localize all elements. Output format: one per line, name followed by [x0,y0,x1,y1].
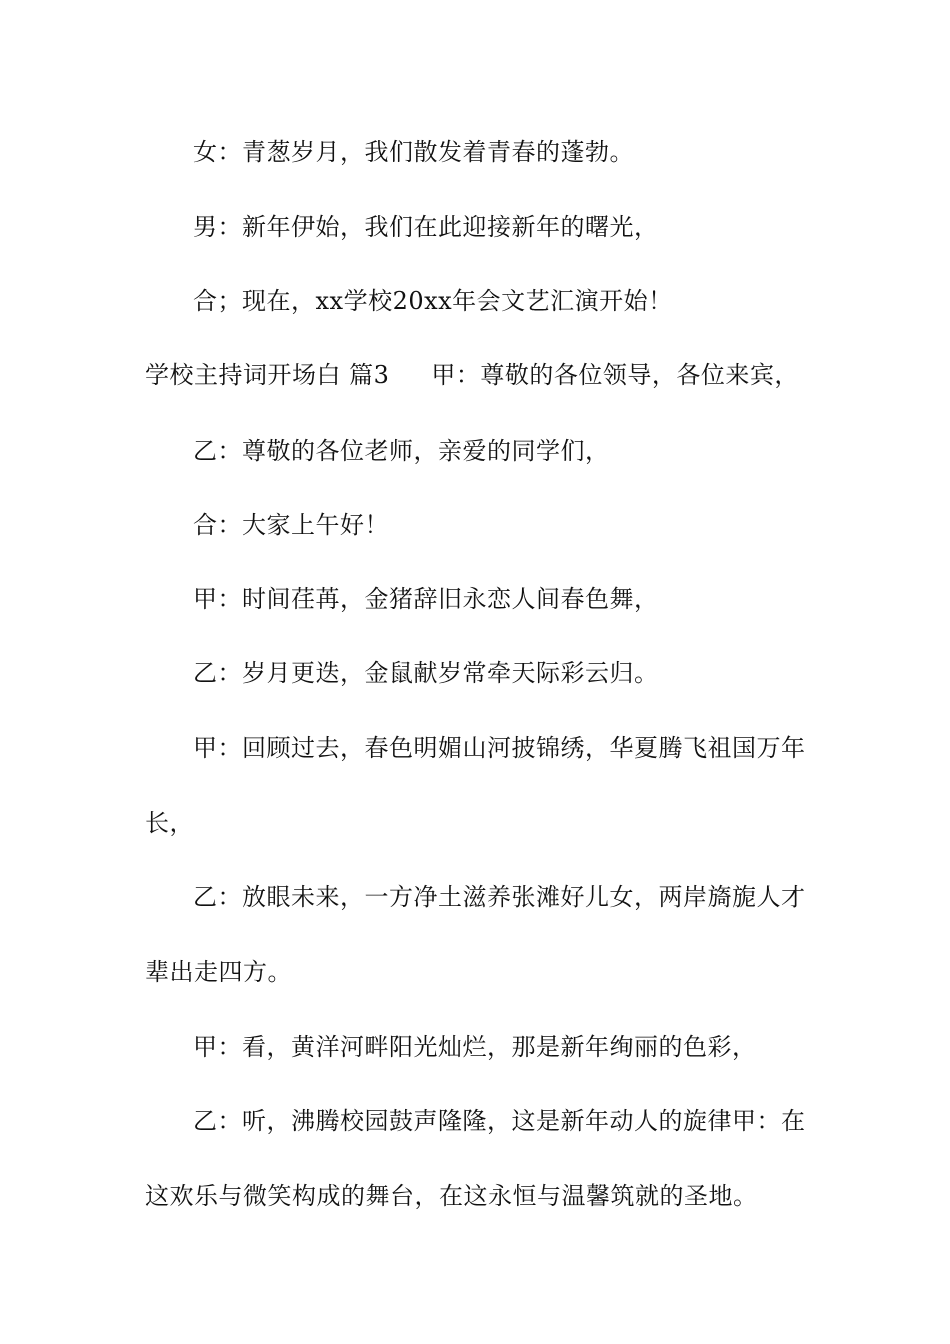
paragraph-line: 甲：回顾过去，春色明媚山河披锦绣，华夏腾飞祖国万年 [193,734,806,762]
section-heading: 学校主持词开场白 篇3 [145,361,390,389]
paragraph-line: 乙：尊敬的各位老师，亲爱的同学们， [193,437,610,465]
paragraph-line: 乙：岁月更迭，金鼠献岁常牵天际彩云归。 [193,659,659,687]
paragraph-line: 甲：时间荏苒，金猪辞旧永恋人间春色舞， [193,585,659,613]
paragraph-line-continuation: 辈出走四方。 [145,958,292,986]
paragraph-line-continuation: 这欢乐与微笑构成的舞台，在这永恒与温馨筑就的圣地。 [145,1182,758,1210]
paragraph-line: 乙：听，沸腾校园鼓声隆隆，这是新年动人的旋律甲：在 [193,1107,806,1135]
paragraph-line: 合：大家上午好！ [193,511,389,539]
paragraph-line: 甲：看，黄洋河畔阳光灿烂，那是新年绚丽的色彩， [193,1033,757,1061]
section-first-line: 甲：尊敬的各位领导，各位来宾， [431,361,799,389]
paragraph-line: 合；现在，xx学校20xx年会文艺汇演开始！ [193,287,673,315]
paragraph-line: 乙：放眼未来，一方净土滋养张滩好儿女，两岸旖旎人才 [193,883,806,911]
paragraph-line: 女：青葱岁月，我们散发着青春的蓬勃。 [193,138,634,166]
paragraph-line-continuation: 长， [145,809,194,837]
section-heading-row [145,360,815,390]
paragraph-line: 男：新年伊始，我们在此迎接新年的曙光， [193,213,659,241]
